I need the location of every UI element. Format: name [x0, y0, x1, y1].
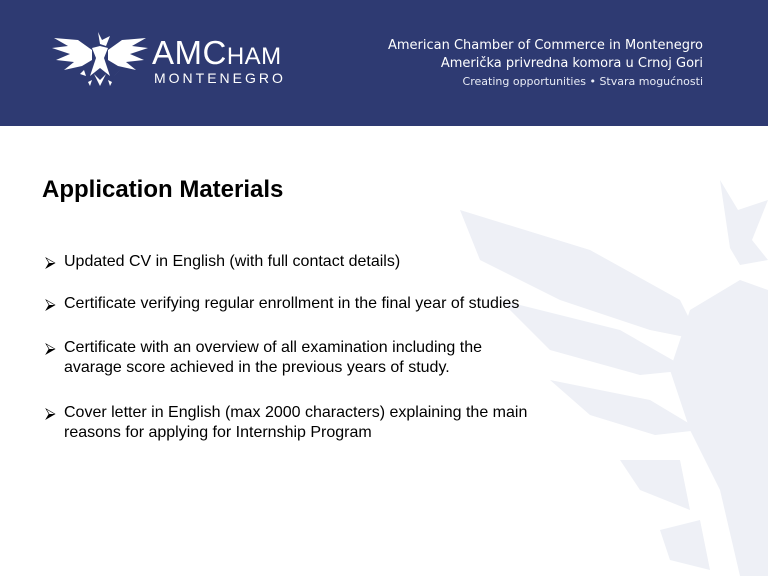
organization-name-block	[388, 37, 703, 91]
arrow-bullet-icon: ⮚	[45, 253, 56, 271]
list-item-text-continued: avarage score achieved in the previous years of study.	[64, 359, 450, 376]
page-title: Application Materials	[42, 176, 284, 203]
list-item	[45, 338, 482, 378]
logo-subtitle: MONTENEGRO	[154, 70, 286, 86]
list-item	[45, 403, 527, 443]
arrow-bullet-icon: ⮚	[45, 295, 56, 313]
list-item-text-continued: reasons for applying for Internship Program	[64, 424, 372, 441]
arrow-bullet-icon: ⮚	[45, 339, 56, 357]
list-item-text: Updated CV in English (with full contact details)	[64, 253, 401, 270]
amcham-logo[interactable]	[50, 28, 290, 98]
eagle-icon	[50, 28, 150, 98]
org-tagline: Creating opportunities • Stvara mogućnosti	[462, 75, 703, 88]
list-item-text: Certificate verifying regular enrollment in the final year of studies	[64, 295, 520, 312]
org-name-montenegrin: Američka privredna komora u Crnoj Gori	[440, 56, 703, 71]
org-name-english: American Chamber of Commerce in Montenegro	[387, 38, 703, 53]
list-item	[45, 294, 519, 314]
header-banner	[0, 0, 768, 126]
list-item	[45, 252, 400, 272]
arrow-bullet-icon: ⮚	[45, 404, 56, 422]
logo-wordmark: AMCHAM	[152, 34, 282, 71]
list-item-text: Cover letter in English (max 2000 characters) explaining the main	[64, 404, 528, 421]
eagle-watermark-icon	[440, 130, 768, 576]
list-item-text: Certificate with an overview of all examination including the	[64, 339, 482, 356]
